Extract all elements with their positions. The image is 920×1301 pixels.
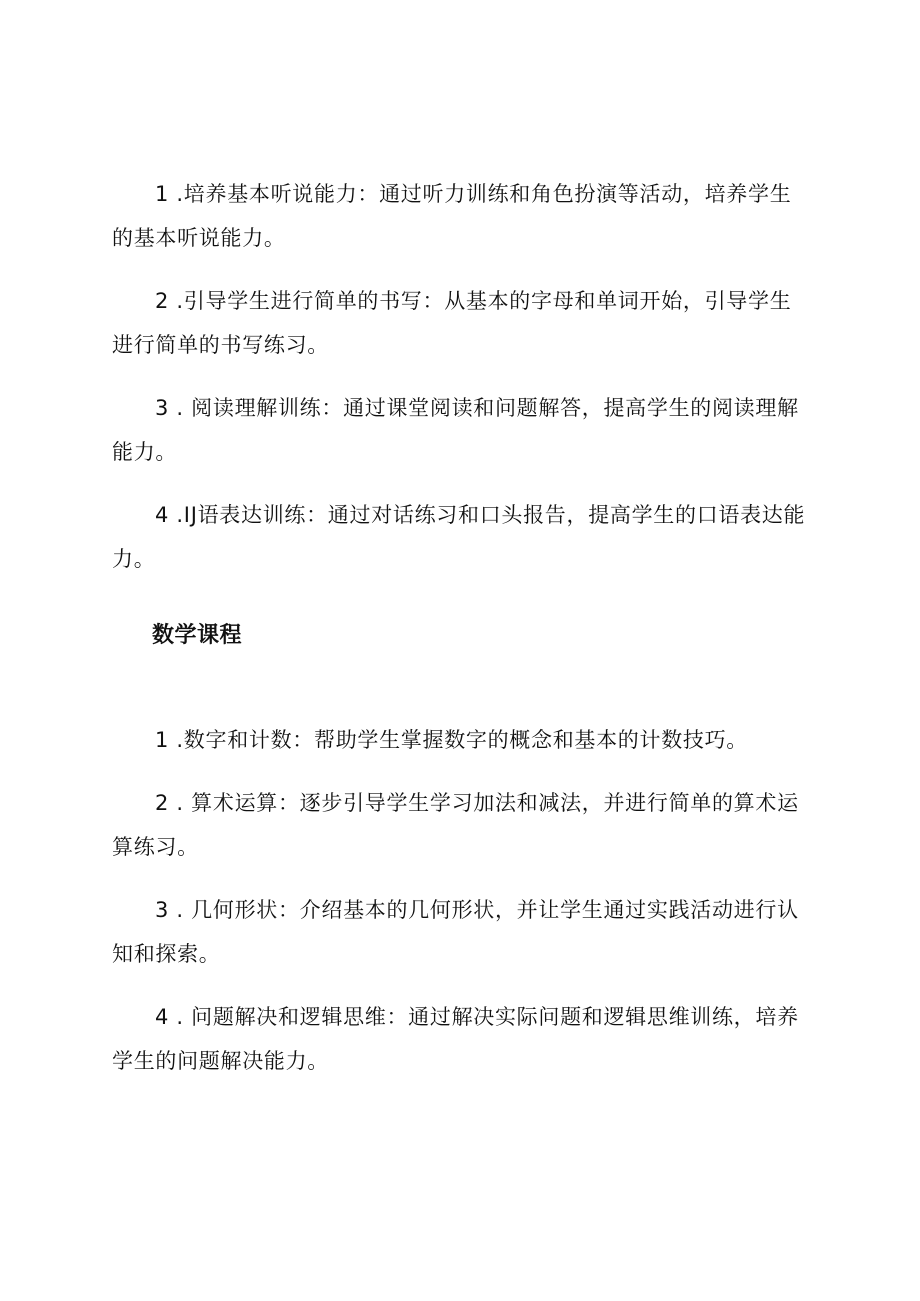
list-item: 3 . 几何形状：介绍基本的几何形状，并让学生通过实践活动进行认知和探索。 — [112, 898, 799, 966]
math-course-heading: 数学课程 — [152, 623, 243, 648]
list-item: 4 .IJ语表达训练：通过对话练习和口头报告，提高学生的口语表达能力。 — [112, 503, 806, 571]
english-skills-list — [112, 172, 812, 600]
list-item: 2 . 算术运算：逐步引导学生学习加法和减法，并进行简单的算术运算练习。 — [112, 791, 799, 859]
math-course-list — [112, 718, 812, 1102]
list-item: 4 . 问题解决和逻辑思维：通过解决实际问题和逻辑思维训练，培养学生的问题解决能力。 — [112, 1005, 799, 1073]
list-item: 1 .数字和计数：帮助学生掌握数字的概念和基本的计数技巧。 — [155, 728, 749, 752]
list-item: 1 .培养基本听说能力：通过听力训练和角色扮演等活动，培养学生的基本听说能力。 — [112, 182, 792, 250]
list-item: 2 .引导学生进行简单的书写：从基本的字母和单词开始，引导学生进行简单的书写练习。 — [112, 289, 792, 357]
list-item: 3 . 阅读理解训练：通过课堂阅读和问题解答，提高学生的阅读理解能力。 — [112, 396, 799, 464]
